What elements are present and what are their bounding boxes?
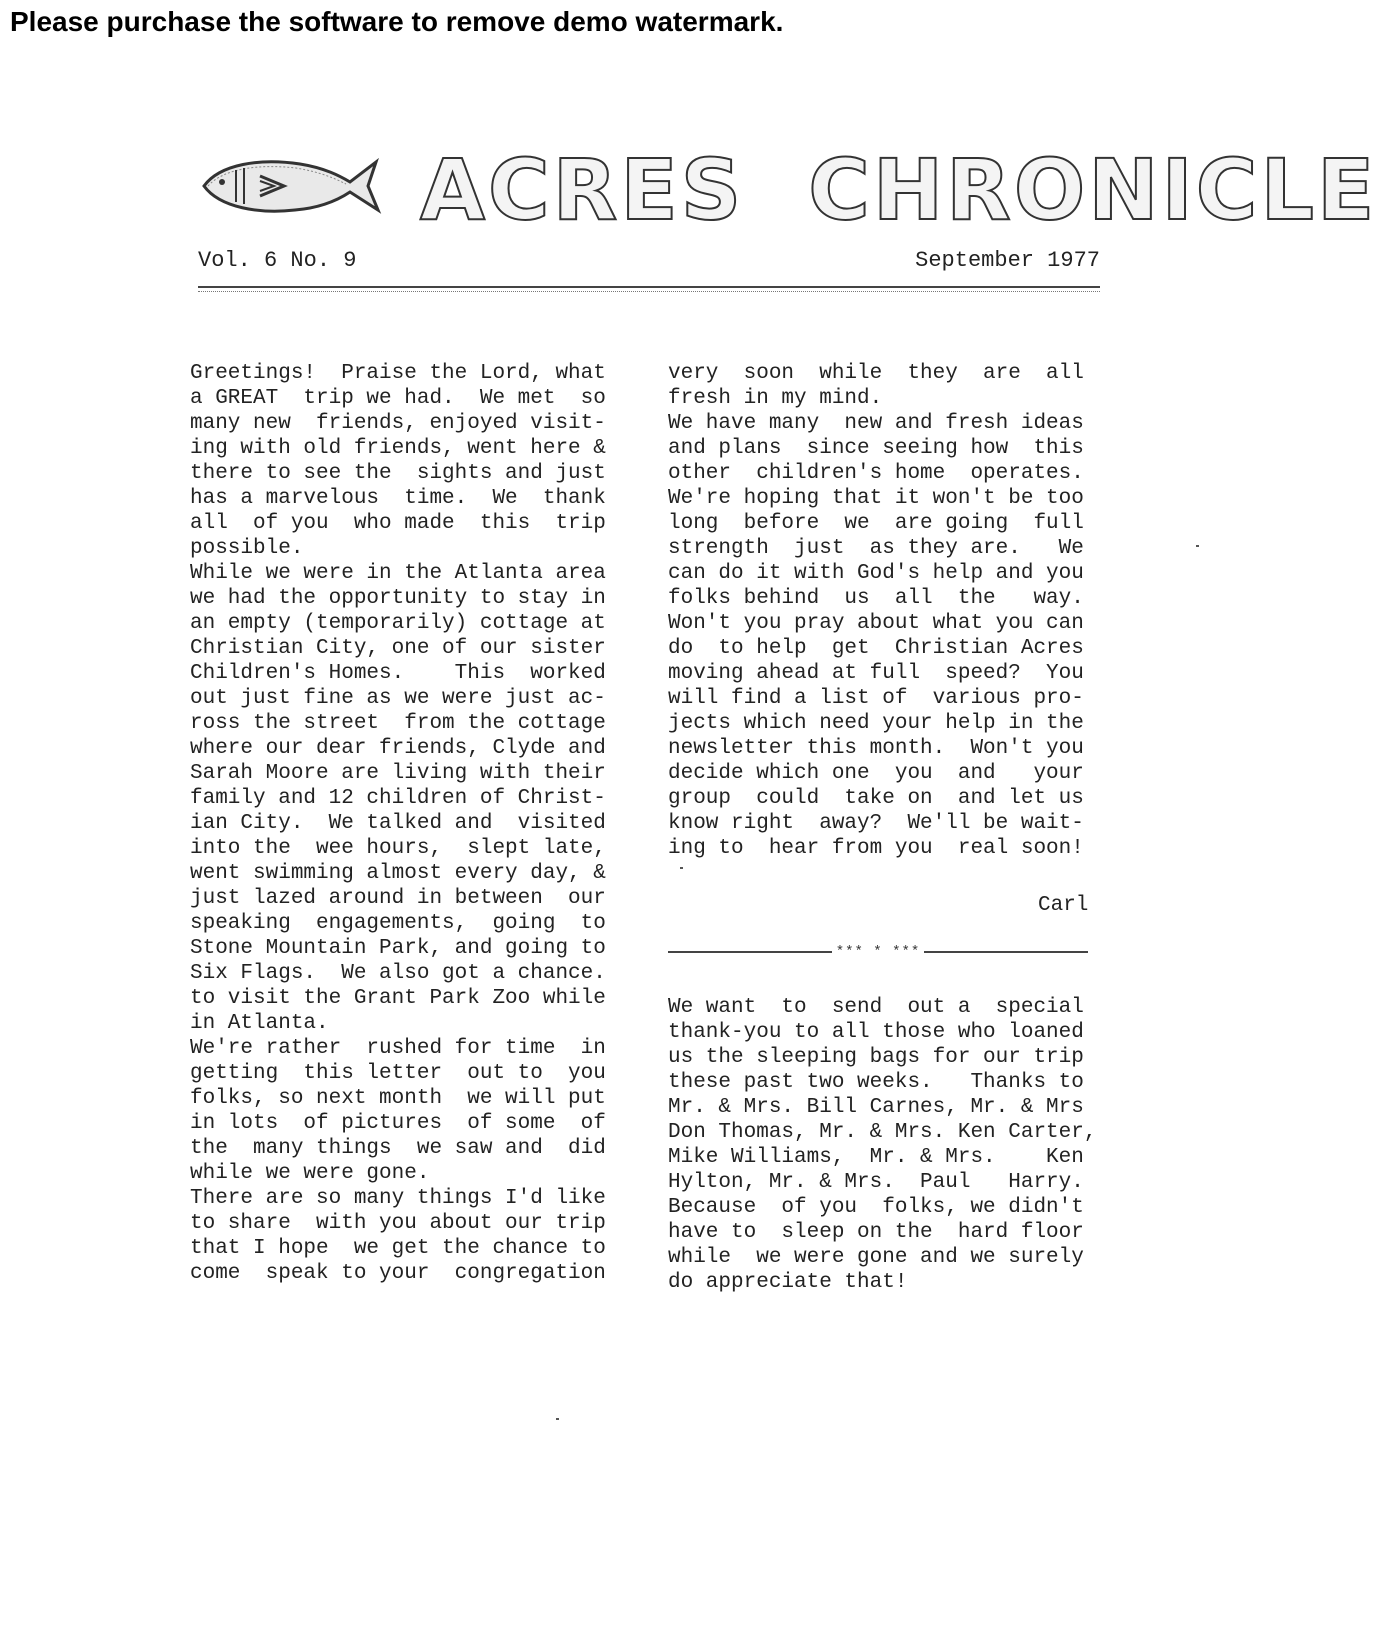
text-line: in lots of pictures of some of xyxy=(190,1112,606,1135)
text-line: Mr. & Mrs. Bill Carnes, Mr. & Mrs xyxy=(668,1096,1084,1119)
text-line: folks, so next month we will put xyxy=(190,1087,606,1110)
issue-date: September 1977 xyxy=(915,248,1100,273)
text-line: Sarah Moore are living with their xyxy=(190,762,606,785)
letter-right-column xyxy=(668,361,1088,861)
title-word-chronicle: CHRONICLE xyxy=(808,141,1377,239)
fish-icon xyxy=(200,152,382,218)
text-line: speaking engagements, going to xyxy=(190,912,606,935)
text-line: many new friends, enjoyed visit- xyxy=(190,412,606,435)
text-line: other children's home operates. xyxy=(668,462,1084,485)
text-line: can do it with God's help and you xyxy=(668,562,1084,585)
text-line: do appreciate that! xyxy=(668,1271,908,1294)
signature: Carl xyxy=(1038,894,1089,917)
section-separator xyxy=(668,942,1088,962)
text-line: group could take on and let us xyxy=(668,787,1084,810)
text-line: Because of you folks, we didn't xyxy=(668,1196,1084,1219)
text-line: Stone Mountain Park, and going to xyxy=(190,937,606,960)
issue-line xyxy=(198,248,1100,278)
text-line: that I hope we get the chance to xyxy=(190,1237,606,1260)
text-line: we had the opportunity to stay in xyxy=(190,587,606,610)
text-line: moving ahead at full speed? You xyxy=(668,662,1084,685)
text-line: possible. xyxy=(190,537,304,560)
text-line: fresh in my mind. xyxy=(668,387,883,410)
text-line: Greetings! Praise the Lord, what xyxy=(190,362,606,385)
text-line: will find a list of various pro- xyxy=(668,687,1084,710)
text-line: very soon while they are all xyxy=(668,362,1084,385)
text-line: ross the street from the cottage xyxy=(190,712,606,735)
text-line: into the wee hours, slept late, xyxy=(190,837,606,860)
text-line: to share with you about our trip xyxy=(190,1212,606,1235)
text-line: folks behind us all the way. xyxy=(668,587,1084,610)
text-line: Hylton, Mr. & Mrs. Paul Harry. xyxy=(668,1171,1084,1194)
text-line: these past two weeks. Thanks to xyxy=(668,1071,1084,1094)
masthead xyxy=(200,140,1377,240)
text-line: went swimming almost every day, & xyxy=(190,862,606,885)
text-line: there to see the sights and just xyxy=(190,462,606,485)
text-line: out just fine as we were just ac- xyxy=(190,687,606,710)
text-line: There are so many things I'd like xyxy=(190,1187,606,1210)
text-line: family and 12 children of Christ- xyxy=(190,787,606,810)
text-line: to visit the Grant Park Zoo while xyxy=(190,987,606,1010)
scan-speck xyxy=(556,1418,559,1420)
text-line: us the sleeping bags for our trip xyxy=(668,1046,1084,1069)
text-line: We're hoping that it won't be too xyxy=(668,487,1084,510)
text-line: while we were gone. xyxy=(190,1162,430,1185)
text-line: know right away? We'll be wait- xyxy=(668,812,1084,835)
volume-number: Vol. 6 No. 9 xyxy=(198,248,357,273)
header-rule xyxy=(198,286,1100,292)
text-line: long before we are going full xyxy=(668,512,1084,535)
demo-watermark: Please purchase the software to remove demo watermark. xyxy=(10,6,784,37)
text-line: in Atlanta. xyxy=(190,1012,329,1035)
text-line: do to help get Christian Acres xyxy=(668,637,1084,660)
letter-left-column xyxy=(190,361,610,1286)
text-line: has a marvelous time. We thank xyxy=(190,487,606,510)
text-line: jects which need your help in the xyxy=(668,712,1084,735)
text-line: We're rather rushed for time in xyxy=(190,1037,606,1060)
text-line: Don Thomas, Mr. & Mrs. Ken Carter, xyxy=(668,1121,1097,1144)
text-line: thank-you to all those who loaned xyxy=(668,1021,1084,1044)
text-line: come speak to your congregation xyxy=(190,1262,606,1285)
text-line: Mike Williams, Mr. & Mrs. Ken xyxy=(668,1146,1084,1169)
text-line: strength just as they are. We xyxy=(668,537,1084,560)
separator-rule-left xyxy=(668,951,832,953)
text-line: Won't you pray about what you can xyxy=(668,612,1084,635)
text-line: all of you who made this trip xyxy=(190,512,606,535)
text-line: ing to hear from you real soon! xyxy=(668,837,1084,860)
text-line: ian City. We talked and visited xyxy=(190,812,606,835)
title-word-acres: ACRES xyxy=(420,141,745,239)
text-line: where our dear friends, Clyde and xyxy=(190,737,606,760)
text-line: We have many new and fresh ideas xyxy=(668,412,1084,435)
text-line: Christian City, one of our sister xyxy=(190,637,606,660)
text-line: We want to send out a special xyxy=(668,996,1084,1019)
text-line: have to sleep on the hard floor xyxy=(668,1221,1084,1244)
text-line: Six Flags. We also got a chance. xyxy=(190,962,606,985)
text-line: just lazed around in between our xyxy=(190,887,606,910)
separator-stars: *** * *** xyxy=(835,944,921,960)
text-line: While we were in the Atlanta area xyxy=(190,562,606,585)
text-line: decide which one you and your xyxy=(668,762,1084,785)
separator-rule-right xyxy=(924,951,1088,953)
text-line: an empty (temporarily) cottage at xyxy=(190,612,606,635)
text-line: getting this letter out to you xyxy=(190,1062,606,1085)
text-line: the many things we saw and did xyxy=(190,1137,606,1160)
scan-speck xyxy=(1196,545,1199,547)
text-line: and plans since seeing how this xyxy=(668,437,1084,460)
text-line: ing with old friends, went here & xyxy=(190,437,606,460)
newsletter-title xyxy=(420,140,1377,240)
scan-speck xyxy=(680,867,683,869)
thank-you-note xyxy=(668,995,1097,1295)
text-line: a GREAT trip we had. We met so xyxy=(190,387,606,410)
text-line: while we were gone and we surely xyxy=(668,1246,1084,1269)
text-line: Children's Homes. This worked xyxy=(190,662,606,685)
text-line: newsletter this month. Won't you xyxy=(668,737,1084,760)
